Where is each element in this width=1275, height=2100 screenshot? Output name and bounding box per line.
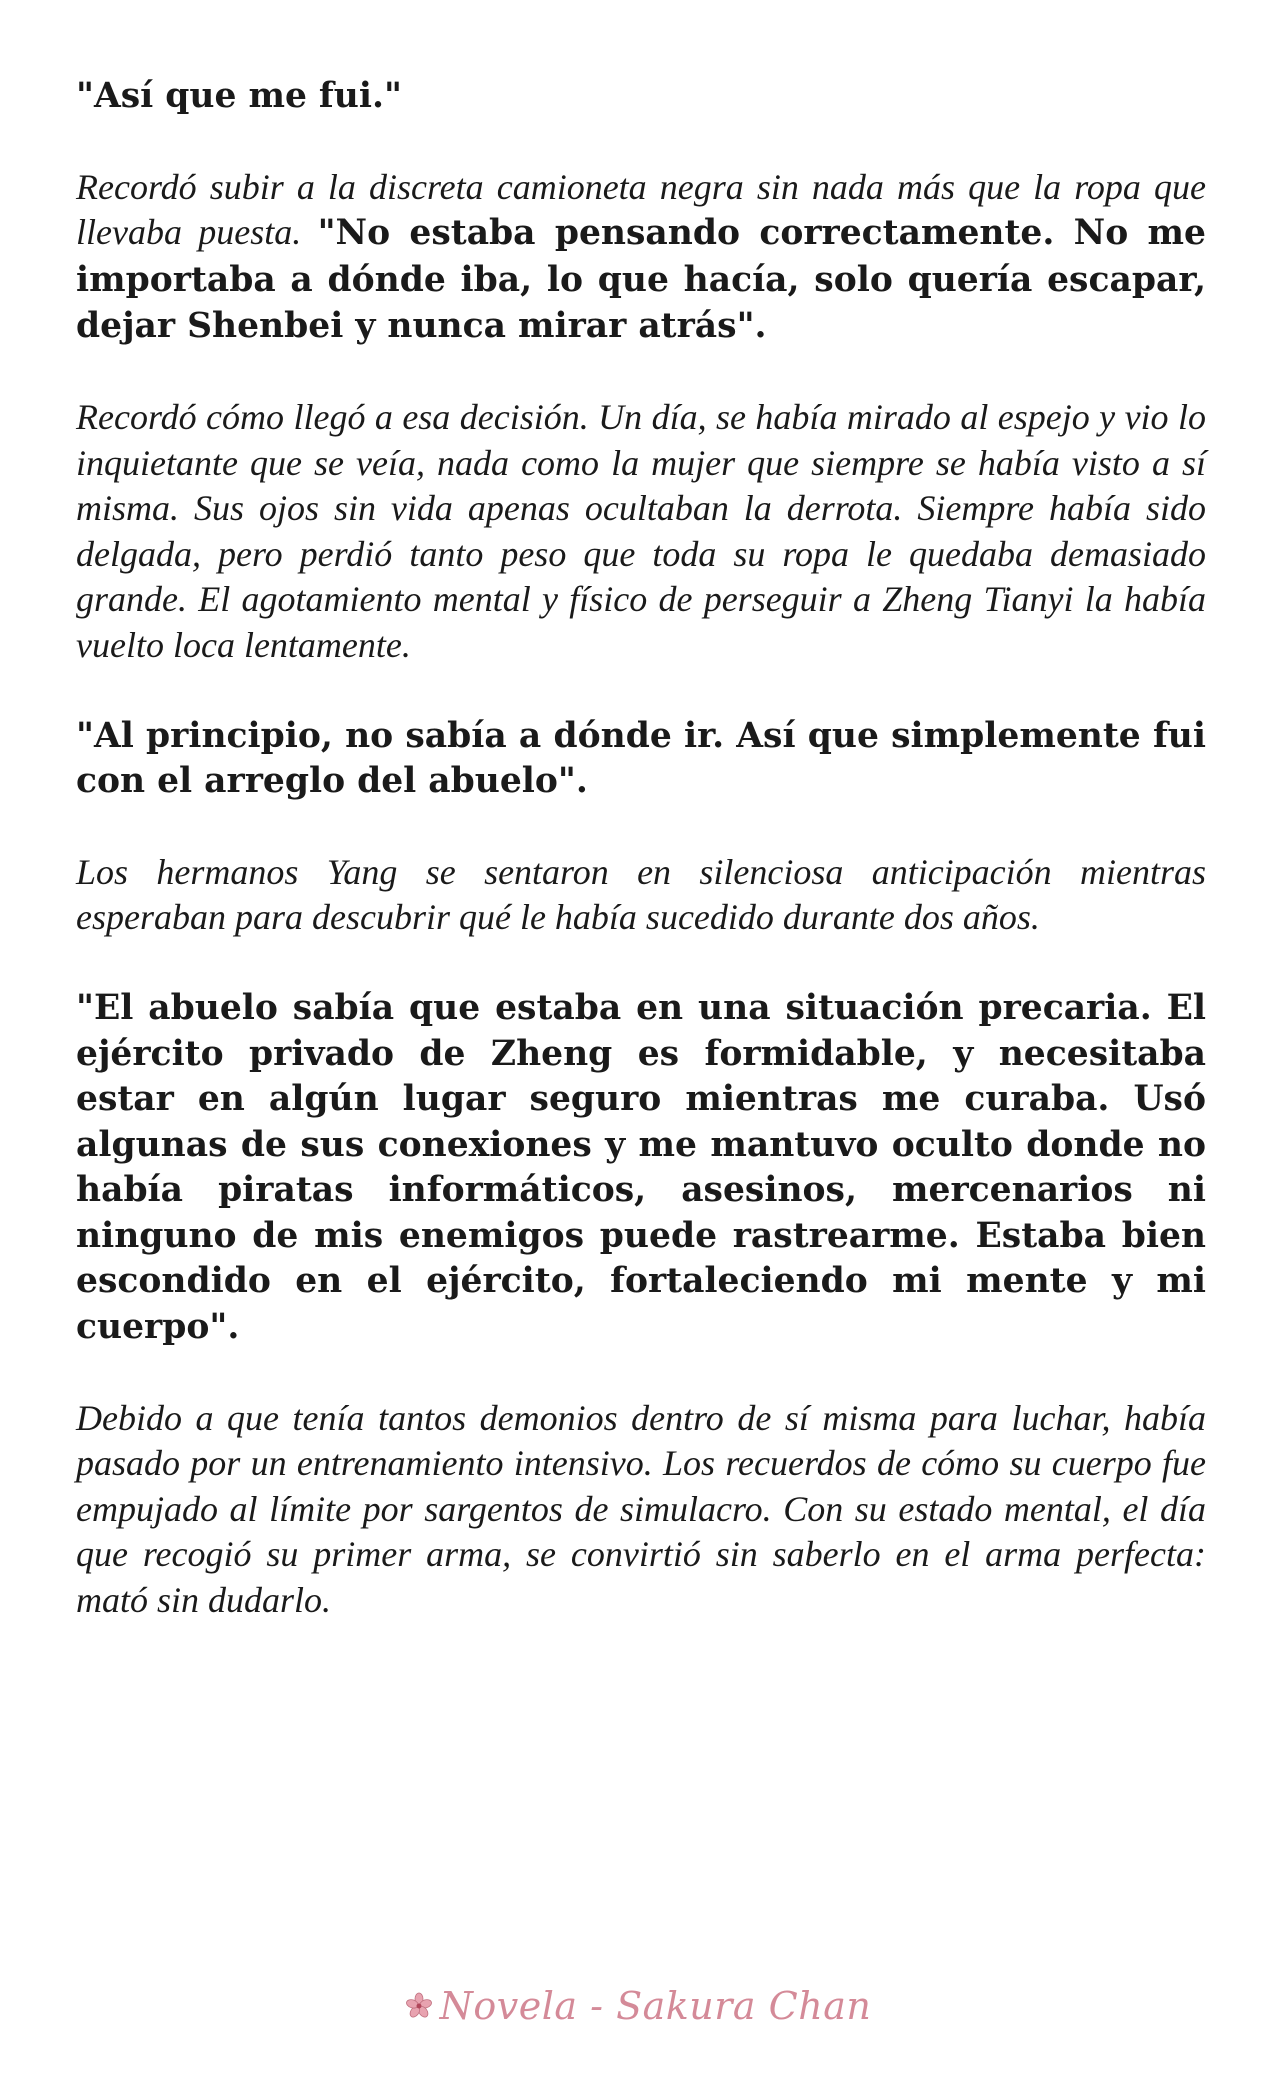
sakura-flower-icon bbox=[404, 1991, 434, 2021]
dialogue-paragraph: "Al principio, no sabía a dónde ir. Así que simplemente fui con el arreglo del abuelo". bbox=[76, 715, 1206, 802]
dialogue-paragraph: "Así que me fui." bbox=[76, 76, 402, 116]
watermark bbox=[0, 1984, 1275, 2028]
watermark-text: Novela - Sakura Chan bbox=[439, 1984, 872, 2028]
narration-segment: Recordó subir a la discreta camioneta negra sin nada más que la ropa que llevaba puesta. bbox=[76, 166, 1206, 253]
narration-paragraph: Debido a que tenía tantos demonios dentro de sí misma para luchar, había pasado por un entrenamiento intensivo. Los recuerdos de cómo su cuerpo fue empujado al límite por sargentos de simulacro. Con su estado mental, el día que recogió su primer arma, se convirtió sin saberlo en el arma perfecta: mató sin dudarlo. bbox=[76, 1397, 1206, 1621]
chapter-text bbox=[76, 74, 1206, 1669]
dialogue-paragraph: "El abuelo sabía que estaba en una situación precaria. El ejército privado de Zheng es formidable, y necesitaba estar en algún lugar seguro mientras me curaba. Usó algunas de sus conexiones y me mantuvo oculto donde no había piratas informáticos, asesinos, mercenarios ni ninguno de mis enemigos puede rastrearme. Estaba bien escondido en el ejército, fortaleciendo mi mente y mi cuerpo". bbox=[76, 987, 1206, 1348]
narration-paragraph: Recordó cómo llegó a esa decisión. Un día, se había mirado al espejo y vio lo inquietante que se veía, nada como la mujer que siempre se había visto a sí misma. Sus ojos sin vida apenas ocultaban la derrota. Siempre había sido delgada, pero perdió tanto peso que toda su ropa le quedaba demasiado grande. El agotamiento mental y físico de perseguir a Zheng Tianyi la había vuelto loca lentamente. bbox=[76, 396, 1206, 665]
dialogue-segment: "No estaba pensando correctamente. No me importaba a dónde iba, lo que hacía, solo quería escapar, dejar Shenbei y nunca mirar atrás". bbox=[76, 213, 1207, 347]
narration-dialogue-paragraph bbox=[76, 165, 1206, 350]
narration-paragraph: Los hermanos Yang se sentaron en silenciosa anticipación mientras esperaban para descubrir qué le había sucedido durante dos años. bbox=[76, 851, 1206, 938]
